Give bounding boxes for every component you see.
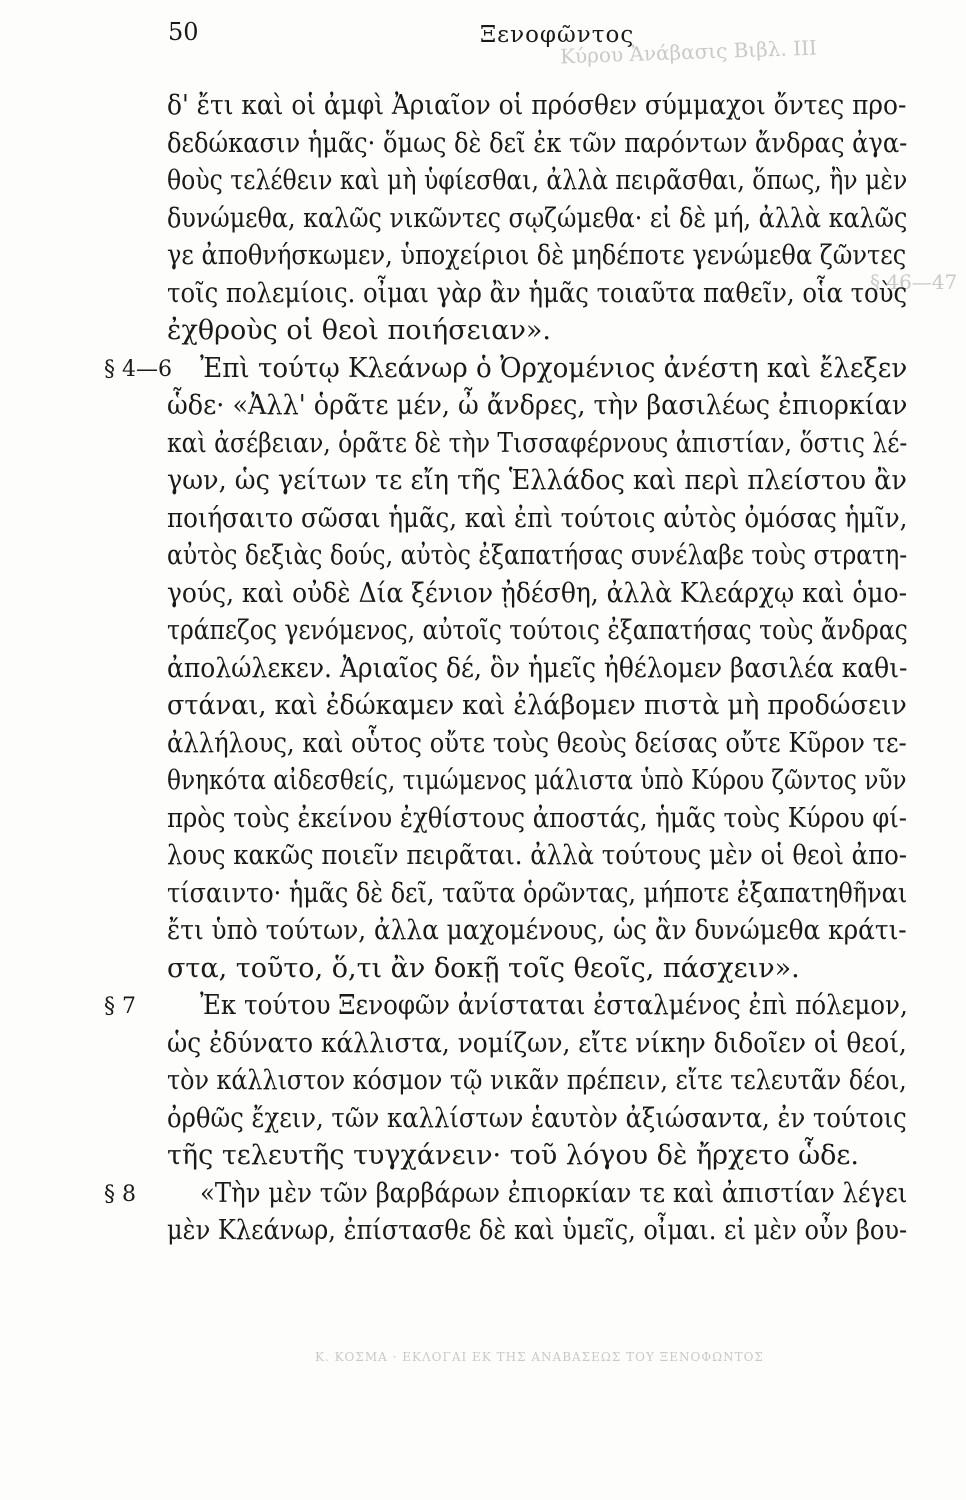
section-marker: § 4—6	[104, 356, 172, 382]
text-line: τῆς τελευτῆς τυγχάνειν· τοῦ λόγου δὲ ἤρχετο ὧδε.	[167, 1140, 860, 1171]
text-line: ποιήσαιτο σῶσαι ἡμᾶς, καὶ ἐπὶ τούτοις αὐτὸς ὀμόσας ἡμῖν,	[167, 502, 908, 534]
text-line: «Τὴν μὲν τῶν βαρβάρων ἐπιορκίαν τε καὶ ἀπιστίαν λέγει	[200, 1177, 908, 1209]
text-line: στα, τοῦτο, ὅ,τι ἂν δοκῇ τοῖς θεοῖς, πάσχειν».	[167, 952, 800, 984]
text-line: τίσαιντο· ἡμᾶς δὲ δεῖ, ταῦτα ὁρῶντας, μήποτε ἐξαπατηθῆναι	[167, 877, 908, 909]
text-line: ἀπολώλεκεν. Ἀριαῖος δέ, ὃν ἡμεῖς ἠθέλομεν βασιλέα καθι-	[167, 652, 908, 684]
running-head: Ξενοφῶντος	[480, 22, 635, 48]
text-line: θνηκότα αἰδεσθείς, τιμώμενος μάλιστα ὑπὸ Κύρου ζῶντος νῦν	[167, 765, 907, 796]
text-line: ὡς ἐδύνατο κάλλιστα, νομίζων, εἴτε νίκην διδοῖεν οἱ θεοί,	[167, 1027, 907, 1059]
text-line: δ' ἔτι καὶ οἱ ἀμφὶ Ἀριαῖον οἱ πρόσθεν σύμμαχοι ὄντες προ-	[167, 90, 907, 121]
text-line: ὀρθῶς ἔχειν, τῶν καλλίστων ἑαυτὸν ἀξιώσαντα, ἐν τούτοις	[167, 1102, 907, 1134]
section-marker: § 7	[104, 994, 136, 1019]
text-line: τοῖς πολεμίοις. οἶμαι γὰρ ἂν ἡμᾶς τοιαῦτα παθεῖν, οἷα τοὺς	[167, 277, 908, 309]
text-line: λους κακῶς ποιεῖν πειρᾶται. ἀλλὰ τούτους μὲν οἱ θεοὶ ἀπο-	[167, 840, 907, 871]
text-line: δεδώκασιν ἡμᾶς· ὅμως δὲ δεῖ ἐκ τῶν παρόντων ἄνδρας ἀγα-	[167, 127, 908, 159]
text-line: τὸν κάλλιστον κόσμον τῷ νικᾶν πρέπειν, εἴτε τελευτᾶν δέοι,	[167, 1065, 907, 1096]
text-line: δυνώμεθα, καλῶς νικῶντες σῳζώμεθα· εἰ δὲ μή, ἀλλὰ καλῶς	[167, 202, 908, 234]
text-line: γε ἀποθνήσκωμεν, ὑποχείριοι δὲ μηδέποτε γενώμεθα ζῶντες	[167, 240, 907, 271]
bleed-through-footer: Κ. ΚΟΣΜΑ · ΕΚΛΟΓΑΙ ΕΚ ΤΗΣ ΑΝΑΒΑΣΕΩΣ ΤΟΥ ΞΕΝΟΦΩΝΤΟΣ	[315, 1350, 764, 1364]
text-line: Ἐκ τούτου Ξενοφῶν ἀνίσταται ἐσταλμένος ἐπὶ πόλεμον,	[200, 990, 908, 1021]
text-line: ἔτι ὑπὸ τούτων, ἀλλα μαχομένους, ὡς ἂν δυνώμεθα κράτι-	[167, 915, 907, 946]
section-marker: § 8	[104, 1181, 136, 1207]
text-line: αὐτὸς δεξιὰς δούς, αὐτὸς ἐξαπατήσας συνέλαβε τοὺς στρατη-	[167, 540, 908, 571]
text-line: Ἐπὶ τούτῳ Κλεάνωρ ὁ Ὀρχομένιος ἀνέστη καὶ ἔλεξεν	[200, 352, 908, 384]
bleed-through-running-head: Κύρου Ἀνάβασις Βιβλ. ΙΙΙ	[559, 35, 818, 69]
text-line: καὶ ἀσέβειαν, ὁρᾶτε δὲ τὴν Τισσαφέρνους ἀπιστίαν, ὅστις λέ-	[167, 427, 908, 459]
text-line: θοὺς τελέθειν καὶ μὴ ὑφίεσθαι, ἀλλὰ πειρᾶσθαι, ὅπως, ἢν μὲν	[167, 165, 908, 196]
text-line: μὲν Κλεάνωρ, ἐπίστασθε δὲ καὶ ὑμεῖς, οἶμαι. εἰ μὲν οὖν βου-	[167, 1215, 908, 1246]
text-line: ὧδε· «Ἀλλ' ὁρᾶτε μέν, ὦ ἄνδρες, τὴν βασιλέως ἐπιορκίαν	[167, 390, 908, 421]
text-line: ἀλλήλους, καὶ οὗτος οὔτε τοὺς θεοὺς δείσας οὔτε Κῦρον τε-	[167, 727, 907, 759]
text-line: ἐχθροὺς οἱ θεοὶ ποιήσειαν».	[167, 315, 551, 346]
text-line: στάναι, καὶ ἐδώκαμεν καὶ ἐλάβομεν πιστὰ μὴ προδώσειν	[167, 690, 907, 721]
bleed-through-margin-note: § 46—47	[870, 270, 958, 294]
text-line: γων, ὡς γείτων τε εἴη τῆς Ἑλλάδος καὶ περὶ πλείστου ἂν	[167, 465, 907, 496]
text-line: γούς, καὶ οὐδὲ Δία ξένιον ᾐδέσθη, ἀλλὰ Κλεάρχῳ καὶ ὁμο-	[167, 577, 908, 609]
text-line: τράπεζος γενόμενος, αὐτοῖς τούτοις ἐξαπατήσας τοὺς ἄνδρας	[167, 615, 908, 646]
page-number: 50	[168, 18, 199, 46]
text-line: πρὸς τοὺς ἐκείνου ἐχθίστους ἀποστάς, ἡμᾶς τοὺς Κύρου φί-	[167, 802, 908, 834]
